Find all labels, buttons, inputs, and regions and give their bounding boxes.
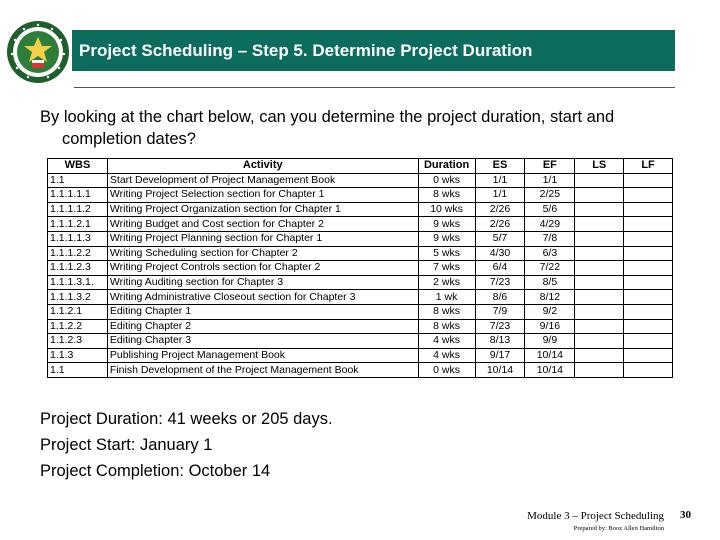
- cell-es: 7/23: [475, 275, 525, 290]
- cell-lf: [624, 275, 673, 290]
- cell-activity: Writing Budget and Cost section for Chapter 2: [107, 217, 418, 232]
- cell-es: 2/26: [475, 217, 525, 232]
- cell-wbs: 1.1.1.2.1: [48, 217, 108, 232]
- cell-ef: 1/1: [525, 173, 575, 188]
- footer-module: Module 3 – Project Scheduling: [527, 510, 664, 522]
- project-start: Project Start: January 1: [40, 436, 213, 454]
- cell-ls: [575, 334, 624, 349]
- cell-ls: [575, 246, 624, 261]
- table-row: [48, 202, 673, 217]
- cell-ls: [575, 304, 624, 319]
- cell-wbs: 1.1.3: [48, 348, 108, 363]
- footer-prepared-by: Prepared by: Booz Allen Hamilton: [573, 525, 664, 532]
- answers: [40, 406, 540, 484]
- table-row: [48, 231, 673, 246]
- cell-es: 1/1: [475, 173, 525, 188]
- cell-lf: [624, 246, 673, 261]
- cell-lf: [624, 231, 673, 246]
- table-header-row: [48, 159, 673, 174]
- schedule-table: [47, 158, 673, 378]
- cell-lf: [624, 334, 673, 349]
- cell-duration: 0 wks: [418, 363, 475, 378]
- cell-ls: [575, 348, 624, 363]
- cell-ls: [575, 363, 624, 378]
- cell-wbs: 1.1.1.1.1: [48, 188, 108, 203]
- cell-es: 7/9: [475, 304, 525, 319]
- cell-ls: [575, 202, 624, 217]
- cell-wbs: 1.1.1.3.2: [48, 290, 108, 305]
- cell-wbs: 1.1.2.1: [48, 304, 108, 319]
- cell-ls: [575, 217, 624, 232]
- cell-es: 9/17: [475, 348, 525, 363]
- cell-ef: 9/9: [525, 334, 575, 349]
- cell-es: 7/23: [475, 319, 525, 334]
- cell-lf: [624, 363, 673, 378]
- cell-ls: [575, 188, 624, 203]
- cell-es: 8/6: [475, 290, 525, 305]
- cell-lf: [624, 348, 673, 363]
- cell-ls: [575, 231, 624, 246]
- cell-lf: [624, 319, 673, 334]
- cell-ef: 6/3: [525, 246, 575, 261]
- project-duration: Project Duration: 41 weeks or 205 days.: [40, 410, 333, 428]
- cell-ef: 9/16: [525, 319, 575, 334]
- cell-duration: 10 wks: [418, 202, 475, 217]
- cell-lf: [624, 188, 673, 203]
- cell-ef: 2/25: [525, 188, 575, 203]
- cell-activity: Editing Chapter 1: [107, 304, 418, 319]
- header-lf: LF: [624, 159, 673, 174]
- cell-duration: 8 wks: [418, 319, 475, 334]
- table-row: [48, 348, 673, 363]
- cell-ef: 8/12: [525, 290, 575, 305]
- cell-es: 2/26: [475, 202, 525, 217]
- cell-duration: 1 wk: [418, 290, 475, 305]
- cell-ef: 4/29: [525, 217, 575, 232]
- cell-ef: 10/14: [525, 363, 575, 378]
- cell-activity: Writing Project Organization section for Chapter 1: [107, 202, 418, 217]
- cell-lf: [624, 304, 673, 319]
- cell-wbs: 1.1: [48, 363, 108, 378]
- cell-ef: 9/2: [525, 304, 575, 319]
- cell-lf: [624, 261, 673, 276]
- footer: [527, 510, 664, 532]
- table-row: [48, 217, 673, 232]
- cell-es: 6/4: [475, 261, 525, 276]
- header-es: ES: [475, 159, 525, 174]
- cell-activity: Publishing Project Management Book: [107, 348, 418, 363]
- cell-activity: Writing Scheduling section for Chapter 2: [107, 246, 418, 261]
- cell-wbs: 1.1.1.2.2: [48, 246, 108, 261]
- cell-es: 8/13: [475, 334, 525, 349]
- cell-activity: Writing Auditing section for Chapter 3: [107, 275, 418, 290]
- question-line-2: completion dates?: [62, 130, 196, 148]
- cell-activity: Finish Development of the Project Management Book: [107, 363, 418, 378]
- table-row: [48, 290, 673, 305]
- cell-activity: Editing Chapter 3: [107, 334, 418, 349]
- cell-ls: [575, 173, 624, 188]
- cell-ls: [575, 319, 624, 334]
- table-row: [48, 304, 673, 319]
- table-row: [48, 363, 673, 378]
- cell-activity: Start Development of Project Management Book: [107, 173, 418, 188]
- department-seal: [6, 20, 70, 84]
- cell-duration: 5 wks: [418, 246, 475, 261]
- cell-duration: 4 wks: [418, 334, 475, 349]
- table-row: [48, 319, 673, 334]
- table-row: [48, 173, 673, 188]
- cell-es: 4/30: [475, 246, 525, 261]
- cell-wbs: 1.1.1.1.3: [48, 231, 108, 246]
- cell-es: 5/7: [475, 231, 525, 246]
- page-number: 30: [680, 509, 691, 521]
- cell-ls: [575, 290, 624, 305]
- header-ef: EF: [525, 159, 575, 174]
- cell-es: 10/14: [475, 363, 525, 378]
- table-row: [48, 334, 673, 349]
- question-line-1: By looking at the chart below, can you determine the project duration, start and: [40, 108, 615, 126]
- header-wbs: WBS: [48, 159, 108, 174]
- cell-activity: Writing Administrative Closeout section for Chapter 3: [107, 290, 418, 305]
- cell-lf: [624, 290, 673, 305]
- table-row: [48, 246, 673, 261]
- slide-title: Project Scheduling – Step 5. Determine Project Duration: [72, 30, 675, 71]
- cell-duration: 0 wks: [418, 173, 475, 188]
- cell-ef: 8/5: [525, 275, 575, 290]
- cell-duration: 2 wks: [418, 275, 475, 290]
- header-duration: Duration: [418, 159, 475, 174]
- table-row: [48, 188, 673, 203]
- cell-activity: Writing Project Controls section for Chapter 2: [107, 261, 418, 276]
- cell-wbs: 1.1.2.3: [48, 334, 108, 349]
- cell-duration: 9 wks: [418, 231, 475, 246]
- cell-lf: [624, 217, 673, 232]
- header-ls: LS: [575, 159, 624, 174]
- cell-duration: 8 wks: [418, 188, 475, 203]
- cell-ef: 10/14: [525, 348, 575, 363]
- cell-ls: [575, 261, 624, 276]
- cell-duration: 7 wks: [418, 261, 475, 276]
- cell-wbs: 1.1.1.2.3: [48, 261, 108, 276]
- cell-wbs: 1.1.1.3.1.: [48, 275, 108, 290]
- cell-wbs: 1.1.2.2: [48, 319, 108, 334]
- project-completion: Project Completion: October 14: [40, 462, 271, 480]
- table-body: [48, 173, 673, 377]
- table-row: [48, 261, 673, 276]
- cell-lf: [624, 202, 673, 217]
- cell-activity: Editing Chapter 2: [107, 319, 418, 334]
- cell-ef: 7/8: [525, 231, 575, 246]
- cell-activity: Writing Project Planning section for Chapter 1: [107, 231, 418, 246]
- cell-wbs: 1.1.1.1.2: [48, 202, 108, 217]
- question-text: [40, 106, 680, 150]
- cell-wbs: 1.1: [48, 173, 108, 188]
- cell-duration: 8 wks: [418, 304, 475, 319]
- cell-ef: 5/6: [525, 202, 575, 217]
- table-row: [48, 275, 673, 290]
- cell-lf: [624, 173, 673, 188]
- cell-activity: Writing Project Selection section for Chapter 1: [107, 188, 418, 203]
- title-divider: [74, 87, 675, 88]
- cell-ls: [575, 275, 624, 290]
- cell-es: 1/1: [475, 188, 525, 203]
- cell-duration: 4 wks: [418, 348, 475, 363]
- cell-duration: 9 wks: [418, 217, 475, 232]
- header-activity: Activity: [107, 159, 418, 174]
- cell-ef: 7/22: [525, 261, 575, 276]
